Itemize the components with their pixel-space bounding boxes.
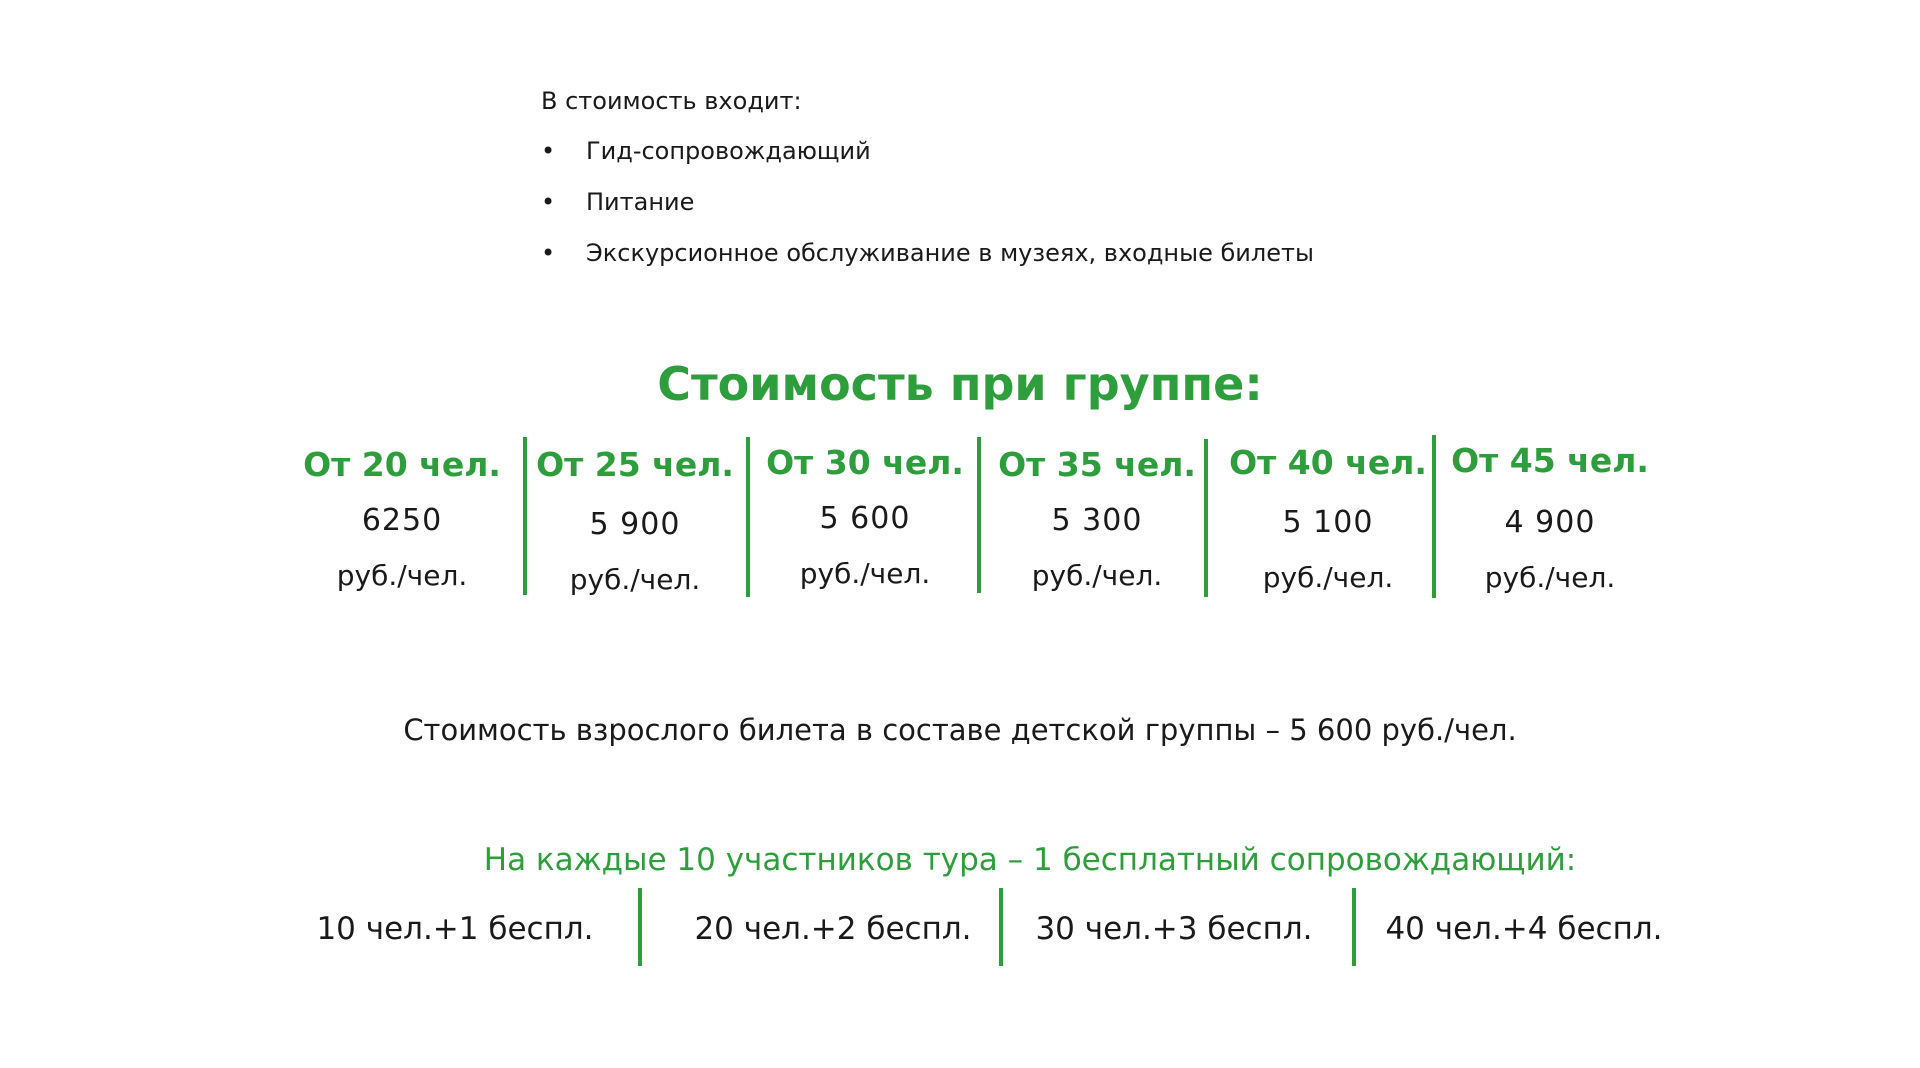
bullet-icon: •: [541, 137, 556, 165]
price-column-30: [765, 443, 965, 591]
free-companion-item: 10 чел.+1 беспл.: [316, 911, 594, 947]
price-unit: руб./чел.: [799, 557, 931, 590]
price-value: 6250: [361, 503, 443, 538]
column-divider: [1204, 439, 1208, 597]
price-column-label: От 45 чел.: [1451, 441, 1649, 480]
price-column-label: От 30 чел.: [766, 443, 964, 482]
free-companion-heading: На каждые 10 участников тура – 1 бесплатный сопровождающий:: [483, 842, 1577, 878]
column-divider: [1432, 435, 1436, 598]
includes-list: [541, 136, 1314, 289]
price-column-35: [997, 445, 1197, 593]
free-companion-item: 40 чел.+4 беспл.: [1385, 911, 1663, 947]
list-item: [541, 187, 1314, 238]
list-item: [541, 136, 1314, 187]
price-value: 4 900: [1504, 505, 1596, 540]
column-divider: [977, 437, 981, 593]
price-column-40: [1228, 443, 1428, 595]
price-unit: руб./чел.: [1031, 559, 1163, 592]
price-unit: руб./чел.: [1484, 561, 1616, 594]
column-divider: [523, 437, 527, 595]
price-unit: руб./чел.: [1262, 561, 1394, 594]
price-value: 5 300: [1051, 503, 1143, 538]
price-column-label: От 25 чел.: [536, 445, 734, 484]
price-value: 5 100: [1282, 505, 1374, 540]
price-column-20: [302, 445, 502, 593]
bullet-icon: •: [541, 188, 556, 216]
free-companion-item: 30 чел.+3 беспл.: [1035, 911, 1313, 947]
item-divider: [999, 888, 1003, 966]
list-item-text: Гид-сопровождающий: [586, 137, 871, 165]
price-unit: руб./чел.: [336, 559, 468, 592]
price-column-label: От 35 чел.: [998, 445, 1196, 484]
bullet-icon: •: [541, 239, 556, 267]
price-column-45: [1450, 441, 1650, 595]
list-item-text: Экскурсионное обслуживание в музеях, входные билеты: [586, 239, 1314, 267]
free-companion-item: 20 чел.+2 беспл.: [694, 911, 972, 947]
list-item-text: Питание: [586, 188, 695, 216]
group-price-heading: Стоимость при группе:: [657, 357, 1263, 411]
column-divider: [746, 437, 750, 597]
price-value: 5 600: [819, 501, 911, 536]
includes-title: В стоимость входит:: [541, 87, 802, 115]
price-column-label: От 20 чел.: [303, 445, 501, 484]
price-column-label: От 40 чел.: [1229, 443, 1427, 482]
adult-ticket-note: Стоимость взрослого билета в составе детской группы – 5 600 руб./чел.: [403, 713, 1517, 747]
price-unit: руб./чел.: [569, 563, 701, 596]
item-divider: [1352, 888, 1356, 966]
price-value: 5 900: [589, 507, 681, 542]
price-column-25: [535, 445, 735, 597]
item-divider: [638, 888, 642, 966]
list-item: [541, 238, 1314, 289]
